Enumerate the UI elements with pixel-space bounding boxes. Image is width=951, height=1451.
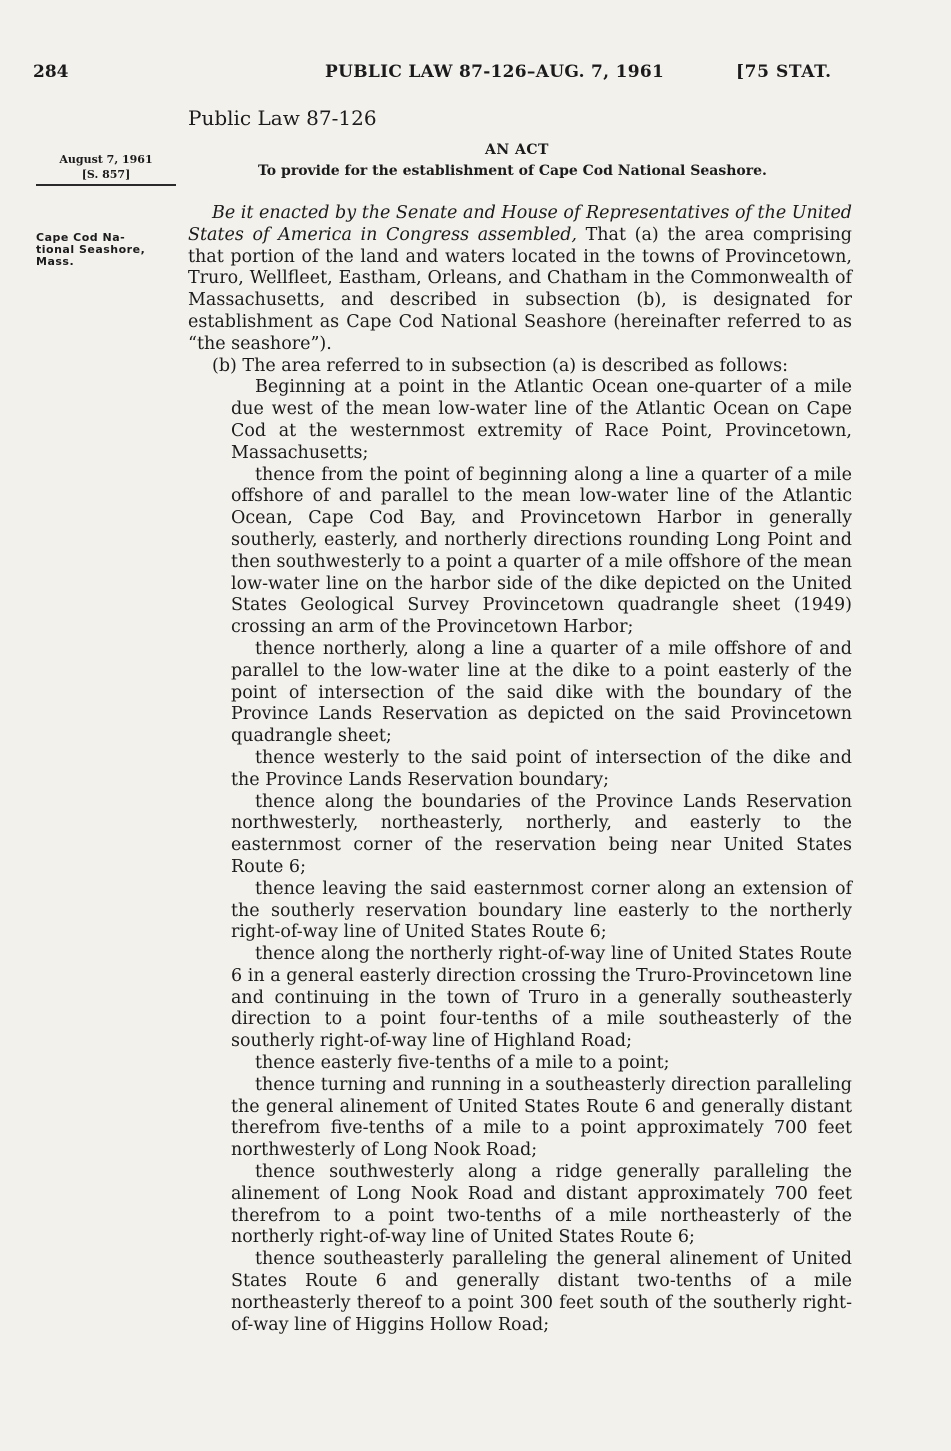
boundary-clause: thence along the northerly right-of-way line of United States Route 6 in a general easterly direction crossing the Truro-Provincetown line and continuing in the town of Truro in a generally southeasterly direction to a point four-tenths of a mile southeasterly of the southerly right-of-way line of Highland Road; <box>231 944 852 1052</box>
enacting-clause <box>188 203 852 356</box>
margin-note <box>36 232 145 268</box>
boundary-clause: thence leaving the said easternmost corner along an extension of the southerly reservation boundary line easterly to the northerly right-of-way line of United States Route 6; <box>231 878 852 943</box>
boundary-clause: thence southwesterly along a ridge generally paralleling the alinement of Long Nook Road and distant approximately 700 feet therefrom to a point two-tenths of a mile northeasterly of the northerly right-of-way line of United States Route 6; <box>231 1162 852 1248</box>
enactment-date: August 7, 1961 <box>59 153 153 166</box>
boundary-clause: thence easterly five-tenths of a mile to a point; <box>255 1053 670 1074</box>
statute-body <box>188 203 852 1336</box>
boundary-clause: thence southeasterly paralleling the general alinement of United States Route 6 and generally distant two-tenths of a mile northeasterly thereof to a point 300 feet south of the southerly right-of-way line of Higgins Hollow Road; <box>231 1249 852 1335</box>
margin-note-line: tional Seashore, <box>36 243 146 256</box>
volume-reference: [75 STAT. <box>736 62 832 82</box>
public-law-title: Public Law 87-126 <box>188 106 377 130</box>
margin-note-line: Mass. <box>36 255 75 268</box>
bill-number: [S. 857] <box>81 168 131 181</box>
section-a-text: That (a) the area comprising that portion of the land and waters located in the towns of Provincetown, Truro, Wellfleet, Eastham, Orleans, and Chatham in the Commonwealth of Massachusetts, and described in subsection (b), is designated for establishment as Cape Cod National Seashore (hereinafter referred to as “the seashore”). <box>188 224 852 354</box>
margin-note-line: Cape Cod Na- <box>36 231 126 244</box>
boundary-clause: thence northerly, along a line a quarter of a mile offshore of and parallel to the low-water line at the dike to a point easterly of the point of intersection of the said dike with the boundary of the Province Lands Reservation as depicted on the said Provincetown quadrangle sheet; <box>231 638 852 747</box>
running-title: PUBLIC LAW 87-126–AUG. 7, 1961 <box>325 62 665 82</box>
boundary-clause: thence from the point of beginning along a line a quarter of a mile offshore of and parallel to the mean low-water line of the Atlantic Ocean, Cape Cod Bay, and Provincetown Harbor in generally southerly, easterly, and northerly directions rounding Long Point and then southwesterly to a point a quarter of a mile offshore of the mean low-water line on the harbor side of the dike depicted on the United States Geological Survey Provincetown quadrangle sheet (1949) crossing an arm of the Provincetown Harbor; <box>231 464 852 638</box>
margin-rule <box>36 184 176 186</box>
subsection-b: (b) The area referred to in subsection (a) is described as follows: <box>212 355 788 376</box>
page-number: 284 <box>33 62 69 82</box>
boundary-clause: thence turning and running in a southeasterly direction paralleling the general alinement of United States Route 6 and generally distant therefrom five-tenths of a mile to a point approximately 700 feet northwesterly of Long Nook Road; <box>231 1074 852 1161</box>
act-purpose: To provide for the establishment of Cape Cod National Seashore. <box>258 163 767 179</box>
boundary-clause: Beginning at a point in the Atlantic Ocean one-quarter of a mile due west of the mean low-water line of the Atlantic Ocean on Cape Cod at the westernmost extremity of Race Point, Provincetown, Massachusetts; <box>231 377 852 463</box>
boundary-clause: thence westerly to the said point of intersection of the dike and the Province Lands Reservation boundary; <box>231 747 852 790</box>
enacting-formula: Be it enacted by the Senate and House of Representatives of the United States of America in Congress assembled, <box>188 203 852 245</box>
boundary-clause: thence along the boundaries of the Province Lands Reservation northwesterly, northeasterly, northerly, and easterly to the easternmost corner of the reservation being near United States Route 6; <box>231 791 852 877</box>
margin-date-block <box>36 152 176 186</box>
act-heading: AN ACT <box>485 142 549 158</box>
